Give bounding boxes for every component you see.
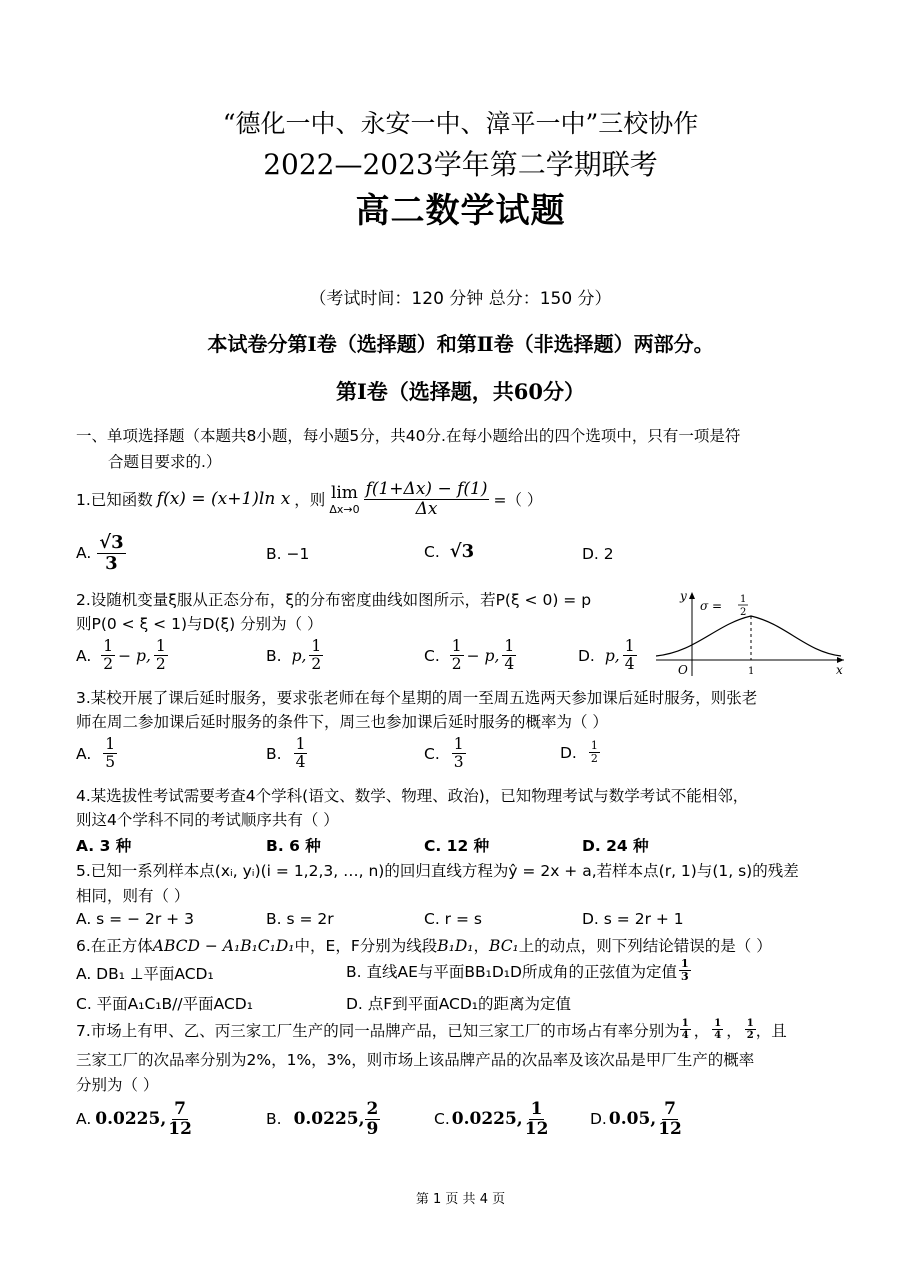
q7-pre: 7.市场上有甲、乙、丙三家工厂生产的同一品牌产品，已知三家工厂的市场占有率分别为 (76, 1021, 680, 1040)
part1-instruction-cont: 合题目要求的.） (108, 453, 222, 471)
q7-f2-den: 4 (714, 1030, 722, 1041)
q3-b-label: B. (266, 744, 282, 763)
q5-option-b: B. s = 2r (266, 910, 334, 928)
origin-label: O (678, 663, 688, 677)
q6-option-a: A. DB₁ ⊥平面ACD₁ (76, 965, 214, 983)
section-title: 第Ⅰ卷（选择题，共60分） (335, 379, 586, 404)
q3-c-label: C. (424, 744, 440, 763)
q7-f1-num: 1 (681, 1018, 689, 1029)
q7-a-value: 0.0225, (95, 1109, 167, 1130)
q7-c-value: 0.0225, (451, 1109, 523, 1130)
q7-b-value: 0.0225, (293, 1109, 365, 1130)
q2-a-den: 2 (103, 655, 114, 674)
q7-a-label: A. (76, 1110, 92, 1129)
q3-b-num: 1 (295, 735, 306, 753)
q7-b-label: B. (266, 1110, 282, 1129)
q7-f1-den: 4 (681, 1030, 689, 1041)
q2-c-num2: 1 (504, 637, 515, 655)
q7-d-value: 0.05, (608, 1109, 657, 1130)
q2-a-num: 1 (103, 637, 114, 655)
q1-a-label: A. (76, 544, 92, 562)
q1-c-value: √3 (449, 541, 475, 562)
q6-option-b (346, 958, 691, 983)
q2-a-label: A. (76, 646, 92, 665)
question-7-cont: 三家工厂的次品率分别为2%，1%，3%，则市场上该品牌产品的次品率及该次品是甲厂生产的概率 (76, 1051, 755, 1069)
q4-option-a: A. 3 种 (76, 837, 132, 855)
q1-stem-post: =（ ） (493, 491, 543, 509)
question-2-cont: 则P(0 < ξ < 1)与D(ξ) 分别为（ ） (76, 615, 323, 633)
question-7-cont2: 分别为（ ） (76, 1076, 159, 1094)
q3-c-den: 3 (453, 753, 464, 772)
question-4: 4.某选拔性考试需要考查4个学科(语文、数学、物理、政治)，已知物理考试与数学考试不能相邻， (76, 787, 749, 805)
q7-post: ，且 (755, 1021, 787, 1040)
q7-d-den: 12 (658, 1118, 682, 1139)
page-title: 高二数学试题 (355, 191, 566, 231)
q1-option-d: D. 2 (582, 545, 614, 563)
question-5-cont: 相同，则有（ ） (76, 887, 190, 905)
question-5: 5.已知一系列样本点(xᵢ, yᵢ)(i = 1,2,3, …, n)的回归直线方程为ŷ = 2x + a,若样本点(r, 1)与(1, s)的残差 (76, 862, 799, 880)
q3-option-b (266, 736, 307, 771)
q5-option-d: D. s = 2r + 1 (582, 910, 684, 928)
q7-b-num: 2 (366, 1099, 379, 1119)
q1-function: f(x) = (x+1)ln x (156, 489, 291, 509)
q5-option-a: A. s = − 2r + 3 (76, 910, 194, 928)
question-7: 7.市场上有甲、乙、丙三家工厂生产的同一品牌产品，已知三家工厂的市场占有率分别为 $\frac{1}{4}$ ， $\frac{1}{4}$ ， $\frac{1}{2}$ ，且 (76, 1018, 787, 1041)
q5-option-c: C. r = s (424, 910, 482, 928)
q3-d-den: 2 (590, 752, 598, 766)
q3-option-a (76, 736, 117, 771)
q1-lim: lim (330, 482, 358, 503)
q3-a-den: 5 (105, 753, 116, 772)
q2-option-c (424, 638, 516, 673)
q6-mid: 中，E，F分别为线段 (294, 937, 438, 955)
q7-option-d (590, 1100, 684, 1138)
sigma-num: 1 (740, 594, 747, 605)
q3-a-num: 1 (105, 735, 116, 753)
q7-a-den: 12 (168, 1118, 192, 1139)
y-axis-arrow (689, 592, 695, 599)
q1-option-b: B. −1 (266, 545, 310, 563)
q1-lim-sub: Δx→0 (329, 502, 360, 516)
q2-c-den2: 4 (504, 655, 515, 674)
q1-a-num: √3 (99, 531, 124, 553)
q6-pre: 6.在正方体 (76, 937, 153, 955)
q6-b-num: 1 (680, 957, 689, 970)
question-3-cont: 师在周二参加课后延时服务的条件下，周三也参加课后延时服务的概率为（ ） (76, 713, 608, 731)
q2-d-label: D. (578, 646, 595, 665)
q2-b-den: 2 (311, 655, 322, 674)
q1-a-fraction (97, 533, 125, 574)
q2-a-mid: − p, (118, 646, 151, 665)
q1-option-a (76, 530, 126, 576)
density-curve (656, 616, 841, 656)
q2-d-mid: p, (604, 646, 620, 665)
q6-segment-2: BC₁ (489, 937, 519, 955)
part1-instruction: 一、单项选择题（本题共8小题，每小题5分，共40分.在每小题给出的四个选项中，只有一项是符 (76, 427, 741, 445)
q2-c-label: C. (424, 646, 440, 665)
q1-option-c (424, 541, 474, 562)
q2-c-den: 2 (451, 655, 462, 674)
page-footer: 第 1 页 共 4 页 (415, 1192, 506, 1207)
tick-one: 1 (748, 666, 755, 677)
q3-d-label: D. (560, 743, 577, 762)
question-1 (76, 474, 542, 524)
q1-stem-pre: 1.已知函数 (76, 491, 153, 509)
q6-option-c: C. 平面A₁C₁B//平面ACD₁ (76, 995, 253, 1013)
q7-option-b (266, 1100, 380, 1138)
q1-numerator: f(1+Δx) − f(1) (365, 478, 488, 499)
question-4-cont: 则这4个学科不同的考试顺序共有（ ） (76, 811, 339, 829)
q2-c-mid: − p, (466, 646, 500, 665)
q7-f3-num: 1 (746, 1018, 754, 1029)
q3-a-label: A. (76, 744, 92, 763)
q6-option-d: D. 点F到平面ACD₁的距离为定值 (346, 995, 572, 1013)
q1-a-den: 3 (105, 552, 118, 574)
normal-curve-figure (656, 588, 846, 678)
q7-c-den: 12 (524, 1118, 549, 1139)
q1-fraction (364, 480, 490, 518)
q6-post: 上的动点，则下列结论错误的是（ ） (518, 937, 772, 955)
q3-d-num: 1 (590, 739, 598, 752)
q1-stem-mid: ，则 (294, 491, 326, 509)
q4-option-b: B. 6 种 (266, 837, 321, 855)
paper-intro: 本试卷分第Ⅰ卷（选择题）和第Ⅱ卷（非选择题）两部分。 (207, 332, 714, 356)
q2-b-mid: p, (291, 646, 307, 665)
y-label: y (680, 589, 687, 603)
q1-c-label: C. (424, 542, 440, 561)
q2-c-num: 1 (451, 637, 462, 655)
q2-b-label: B. (266, 646, 282, 665)
q3-option-c (424, 736, 466, 771)
q6-segment-1: B₁D₁ (437, 937, 474, 955)
question-3: 3.某校开展了课后延时服务，要求张老师在每个星期的周一至周五选两天参加课后延时服务，则张老 (76, 689, 758, 707)
q2-option-b (266, 638, 323, 673)
q7-option-a (76, 1100, 194, 1138)
question-2: 2.设随机变量ξ服从正态分布，ξ的分布密度曲线如图所示，若P(ξ < 0) = p (76, 591, 592, 609)
sigma-den: 2 (740, 607, 747, 618)
q6-b-text: B. 直线AE与平面BB₁D₁D所成角的正弦值为定值 (346, 962, 677, 981)
q7-f2-num: 1 (714, 1018, 722, 1029)
sigma-label: σ = (700, 599, 723, 613)
q2-d-den: 4 (624, 655, 635, 674)
q7-d-num: 7 (664, 1099, 676, 1119)
q4-option-d: D. 24 种 (582, 837, 649, 855)
term-line: 2022—2023学年第二学期联考 (263, 148, 658, 181)
q6-cube: ABCD − A₁B₁C₁D₁ (152, 937, 295, 955)
q3-option-d (560, 740, 600, 765)
q7-option-c (434, 1100, 550, 1138)
exam-info: （考试时间：120 分钟 总分：150 分） (309, 289, 612, 309)
q7-f3-den: 2 (746, 1030, 754, 1041)
q1-denominator: Δx (415, 498, 438, 519)
q2-option-a (76, 638, 168, 673)
q2-b-num: 1 (311, 637, 322, 655)
school-line: “德化一中、永安一中、漳平一中”三校协作 (222, 109, 699, 138)
q2-option-d (578, 638, 637, 673)
q6-b-den: 3 (680, 970, 689, 984)
q7-d-label: D. (590, 1110, 607, 1129)
q2-d-num: 1 (624, 637, 635, 655)
q3-c-num: 1 (453, 735, 464, 753)
q7-c-label: C. (434, 1110, 450, 1129)
q2-a-num2: 1 (155, 637, 166, 655)
q7-a-num: 7 (174, 1099, 186, 1119)
x-label: x (836, 663, 843, 677)
question-6 (76, 934, 772, 956)
q7-b-den: 9 (366, 1118, 379, 1139)
q4-option-c: C. 12 种 (424, 837, 490, 855)
q6-comma: ， (473, 937, 490, 955)
q2-a-den2: 2 (155, 655, 166, 674)
q3-b-den: 4 (295, 753, 306, 772)
q7-c-num: 1 (530, 1099, 543, 1119)
q1-limit (329, 483, 359, 516)
